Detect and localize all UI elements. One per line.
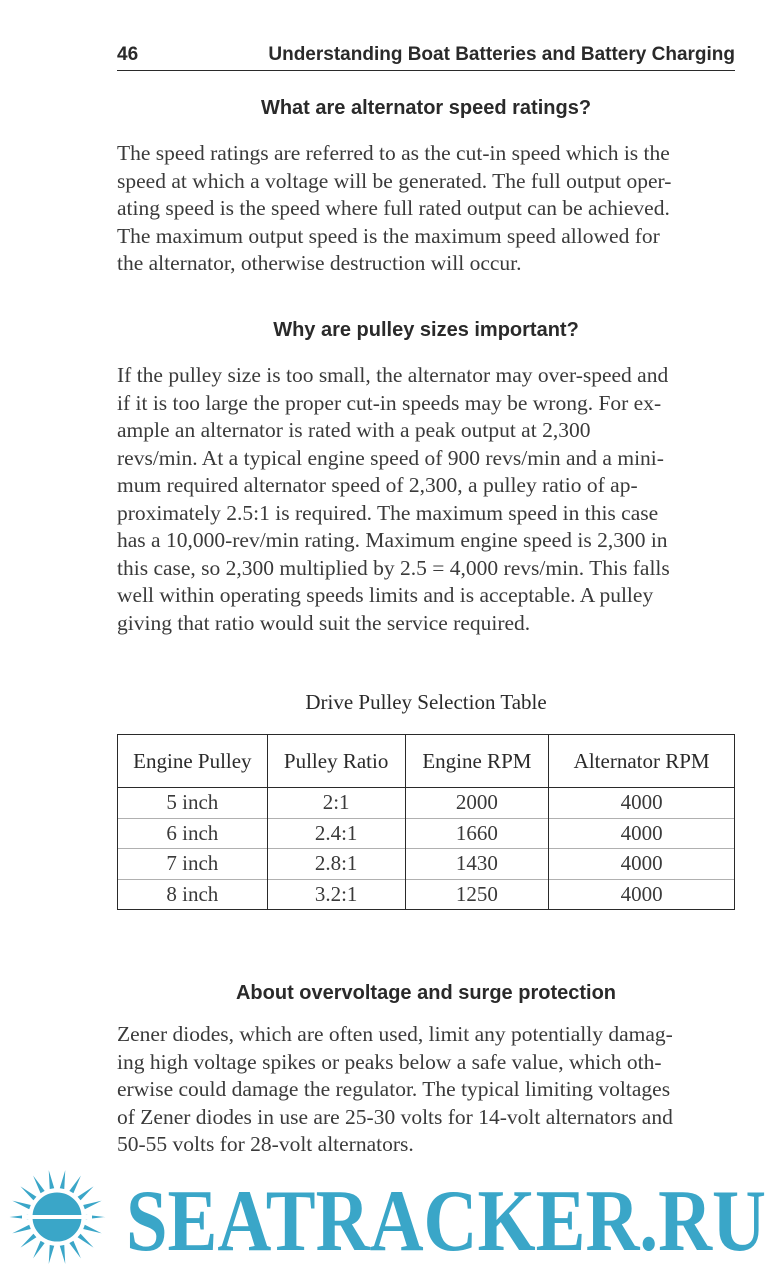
sun-ray [82, 1223, 110, 1236]
page-number: 46 [117, 44, 139, 65]
sun-ray [14, 1232, 38, 1253]
paragraph-speed-ratings [117, 140, 735, 278]
section-heading-speed-ratings: What are alternator speed ratings? [260, 97, 592, 119]
text-line: ing high voltage spikes or peaks below a safe value, which oth- [117, 1049, 662, 1074]
table-cell: 4000 [549, 788, 735, 819]
sun-ray [76, 1181, 100, 1202]
table-cell: 2:1 [267, 788, 405, 819]
table-row [118, 818, 735, 849]
sun-logo-icon [1, 1162, 113, 1272]
sun-ray [29, 1239, 46, 1265]
text-line: ating speed is the speed where full rated output can be achieved. [117, 196, 670, 220]
text-line: has a 10,000-rev/min rating. Maximum engine speed is 2,300 in [117, 528, 668, 552]
text-line: this case, so 2,300 multiplied by 2.5 = 4,000 revs/min. This falls [117, 555, 670, 580]
table-cell: 4000 [549, 818, 735, 849]
sun-ray [68, 1169, 85, 1195]
text-line: mum required alternator speed of 2,300, a pulley ratio of ap- [117, 473, 638, 497]
sun-ray [68, 1239, 85, 1265]
running-title: Understanding Boat Batteries and Battery Charging [268, 44, 735, 65]
paragraph-overvoltage [117, 1021, 735, 1159]
text-line: of Zener diodes in use are 25-30 volts for 14-volt alternators and [117, 1104, 673, 1129]
sun-ray [82, 1198, 110, 1211]
paragraph-pulley-sizes [117, 362, 735, 637]
sun-ray [76, 1232, 100, 1253]
table-cell: 2.4:1 [267, 818, 405, 849]
text-line: 50-55 volts for 28-volt alternators. [117, 1132, 414, 1156]
table-row [118, 879, 735, 910]
text-line: proximately 2.5:1 is required. The maximum speed in this case [117, 500, 659, 525]
text-line: erwise could damage the regulator. The typical limiting voltages [117, 1077, 671, 1101]
text-line: The speed ratings are referred to as the cut-in speed which is the [117, 141, 670, 165]
sun-ray [4, 1223, 32, 1236]
watermark [0, 1160, 781, 1279]
column-header: Pulley Ratio [267, 735, 405, 788]
text-line: revs/min. At a typical engine speed of 900 revs/min and a mini- [117, 445, 664, 470]
column-header: Engine Pulley [118, 735, 268, 788]
table-cell: 2000 [405, 788, 549, 819]
sun-ray [59, 1244, 67, 1272]
running-header [117, 42, 735, 71]
table-row [118, 788, 735, 819]
table-header-row [118, 735, 735, 788]
table-cell: 4000 [549, 849, 735, 880]
table-cell: 4000 [549, 879, 735, 910]
text-line: the alternator, otherwise destruction will occur. [117, 251, 522, 275]
table-cell: 3.2:1 [267, 879, 405, 910]
text-line: giving that ratio would suit the service required. [117, 610, 531, 635]
table-cell: 7 inch [118, 849, 268, 880]
table-cell: 1430 [405, 849, 549, 880]
drive-pulley-table [117, 734, 735, 910]
table-row [118, 849, 735, 880]
column-header: Engine RPM [405, 735, 549, 788]
section-heading-overvoltage: About overvoltage and surge protection [235, 982, 617, 1004]
column-header: Alternator RPM [549, 735, 735, 788]
table-cell: 1660 [405, 818, 549, 849]
table-cell: 5 inch [118, 788, 268, 819]
table-cell: 2.8:1 [267, 849, 405, 880]
sun-ray [14, 1181, 38, 1202]
watermark-text: SEATRACKER.RU [126, 1173, 766, 1270]
text-line: well within operating speeds limits and is acceptable. A pulley [117, 583, 654, 607]
text-line: speed at which a voltage will be generated. The full output oper- [117, 168, 672, 193]
text-line: If the pulley size is too small, the alternator may over-speed and [117, 363, 669, 387]
text-line: ample an alternator is rated with a peak output at 2,300 [117, 418, 591, 442]
sun-ray [29, 1169, 46, 1195]
table-caption: Drive Pulley Selection Table [305, 690, 547, 714]
table-cell: 1250 [405, 879, 549, 910]
sun-ray [4, 1198, 32, 1211]
text-line: Zener diodes, which are often used, limit any potentially damag- [117, 1022, 673, 1046]
text-line: if it is too large the proper cut-in speeds may be wrong. For ex- [117, 390, 662, 415]
table-cell: 6 inch [118, 818, 268, 849]
sun-ray [47, 1244, 55, 1272]
sun-ray [47, 1162, 55, 1190]
text-line: The maximum output speed is the maximum speed allowed for [117, 223, 660, 248]
table-cell: 8 inch [118, 879, 268, 910]
sun-ray [59, 1162, 67, 1190]
section-heading-pulley-sizes: Why are pulley sizes important? [273, 319, 579, 341]
